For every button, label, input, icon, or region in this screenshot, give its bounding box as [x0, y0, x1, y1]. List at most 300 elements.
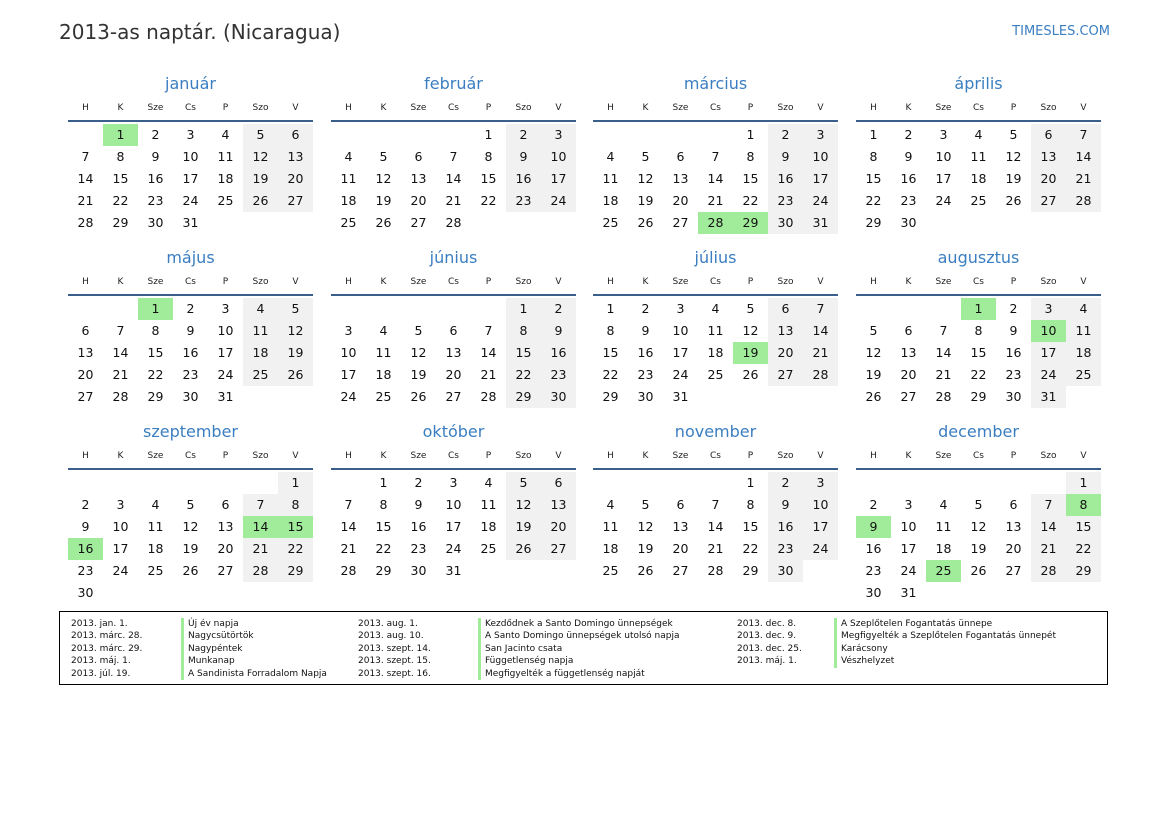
- day-cell: 29: [602, 389, 619, 404]
- day-cell: 28: [77, 215, 94, 230]
- day-cell: 15: [506, 342, 541, 364]
- day-grid: [331, 470, 576, 582]
- day-cell: 18: [707, 345, 724, 360]
- day-cell: 25: [243, 364, 278, 386]
- day-cell: 30: [410, 563, 427, 578]
- day-cell: 6: [904, 323, 913, 338]
- day-cell: 1: [103, 124, 138, 146]
- day-cell: 8: [484, 149, 493, 164]
- day-cell: 17: [1031, 342, 1066, 364]
- day-cell: 26: [865, 389, 882, 404]
- day-cell: 10: [672, 323, 689, 338]
- day-cell: 17: [803, 516, 838, 538]
- day-cell: 23: [506, 190, 541, 212]
- day-cell: 28: [698, 212, 733, 234]
- day-cell: 24: [935, 193, 952, 208]
- day-cell: 28: [1031, 560, 1066, 582]
- day-cell: 17: [541, 168, 576, 190]
- holiday-name: Munkanap: [181, 655, 235, 667]
- day-cell: 21: [935, 367, 952, 382]
- day-cell: 13: [77, 345, 94, 360]
- day-cell: 22: [742, 541, 759, 556]
- day-cell: 20: [1031, 168, 1066, 190]
- day-cell: 22: [112, 193, 129, 208]
- day-cell: 31: [1031, 386, 1066, 408]
- day-cell: 18: [480, 519, 497, 534]
- day-cell: 5: [641, 497, 650, 512]
- day-cell: 5: [278, 298, 313, 320]
- weekday-label: H: [345, 103, 352, 113]
- day-cell: 14: [1066, 146, 1101, 168]
- day-grid: [331, 296, 576, 408]
- day-cell: 19: [1005, 171, 1022, 186]
- day-grid: [593, 122, 838, 234]
- day-cell: 4: [151, 497, 160, 512]
- day-cell: 24: [112, 563, 129, 578]
- day-cell: 21: [243, 538, 278, 560]
- day-cell: 18: [340, 193, 357, 208]
- day-cell: 4: [344, 149, 353, 164]
- day-cell: 3: [221, 301, 230, 316]
- weekday-header: [856, 270, 1101, 296]
- day-cell: 3: [116, 497, 125, 512]
- day-cell: 19: [506, 516, 541, 538]
- day-grid: [856, 470, 1101, 604]
- weekday-label: Szo: [252, 451, 269, 461]
- day-cell: 10: [541, 146, 576, 168]
- day-cell: 6: [1031, 124, 1066, 146]
- day-cell: 30: [147, 215, 164, 230]
- weekday-header: [856, 96, 1101, 122]
- empty-cell: [926, 298, 961, 320]
- day-cell: 5: [974, 497, 983, 512]
- day-cell: 19: [243, 168, 278, 190]
- month-name: május: [166, 248, 215, 267]
- day-cell: 26: [243, 190, 278, 212]
- empty-cell: [208, 472, 243, 494]
- holiday-date: 2013. máj. 1.: [71, 656, 131, 667]
- day-cell: 13: [768, 320, 803, 342]
- day-cell: 18: [970, 171, 987, 186]
- day-cell: 9: [768, 146, 803, 168]
- day-cell: 22: [375, 541, 392, 556]
- weekday-label: Sze: [410, 451, 427, 461]
- month-11: [593, 420, 838, 582]
- day-cell: 3: [449, 475, 458, 490]
- weekday-label: Szo: [1040, 277, 1057, 287]
- weekday-label: P: [747, 277, 754, 287]
- day-cell: 3: [676, 301, 685, 316]
- holiday-name: Függetlenség napja: [478, 655, 573, 667]
- holiday-name: Vészhelyzet: [834, 655, 894, 667]
- weekday-label: H: [82, 451, 89, 461]
- holiday-name: Megfigyelték a Szeplőtelen Fogantatás ünnepét: [834, 630, 1056, 642]
- day-cell: 22: [506, 364, 541, 386]
- day-cell: 20: [217, 541, 234, 556]
- weekday-label: Szo: [777, 451, 794, 461]
- day-cell: 27: [768, 364, 803, 386]
- weekday-label: Cs: [185, 277, 196, 287]
- legend-row: [737, 618, 1056, 630]
- day-cell: 20: [672, 193, 689, 208]
- day-cell: 30: [541, 386, 576, 408]
- legend-row: [737, 655, 1056, 667]
- day-cell: 2: [151, 127, 160, 142]
- day-cell: 3: [186, 127, 195, 142]
- day-cell: 13: [410, 171, 427, 186]
- weekday-label: Sze: [147, 103, 164, 113]
- day-cell: 15: [970, 345, 987, 360]
- day-cell: 30: [1005, 389, 1022, 404]
- weekday-header: [68, 96, 313, 122]
- day-cell: 12: [410, 345, 427, 360]
- empty-cell: [366, 298, 401, 320]
- weekday-label: H: [607, 277, 614, 287]
- holiday-name: Nagycsütörtök: [181, 630, 254, 642]
- legend-row: [358, 655, 680, 667]
- day-cell: 16: [768, 168, 803, 190]
- day-cell: 14: [707, 519, 724, 534]
- month-10: [331, 420, 576, 582]
- day-cell: 2: [869, 497, 878, 512]
- day-cell: 23: [900, 193, 917, 208]
- month-name: január: [165, 74, 216, 93]
- day-cell: 27: [278, 190, 313, 212]
- day-cell: 23: [768, 190, 803, 212]
- day-cell: 17: [217, 345, 234, 360]
- month-name: augusztus: [937, 248, 1020, 267]
- day-cell: 3: [344, 323, 353, 338]
- day-cell: 11: [340, 171, 357, 186]
- day-cell: 16: [147, 171, 164, 186]
- day-cell: 30: [768, 212, 803, 234]
- day-cell: 11: [480, 497, 497, 512]
- day-cell: 9: [81, 519, 90, 534]
- day-cell: 9: [186, 323, 195, 338]
- day-cell: 23: [541, 364, 576, 386]
- day-cell: 28: [445, 215, 462, 230]
- day-cell: 6: [768, 298, 803, 320]
- day-cell: 26: [637, 215, 654, 230]
- day-cell: 1: [484, 127, 493, 142]
- weekday-label: Cs: [448, 103, 459, 113]
- day-cell: 27: [217, 563, 234, 578]
- day-cell: 2: [768, 472, 803, 494]
- weekday-header: [856, 444, 1101, 470]
- weekday-label: P: [485, 103, 492, 113]
- day-cell: 8: [506, 320, 541, 342]
- day-cell: 15: [1066, 516, 1101, 538]
- day-cell: 27: [672, 563, 689, 578]
- empty-cell: [138, 472, 173, 494]
- day-cell: 17: [672, 345, 689, 360]
- day-cell: 10: [803, 494, 838, 516]
- day-cell: 11: [935, 519, 952, 534]
- day-cell: 1: [278, 472, 313, 494]
- weekday-label: V: [1080, 451, 1087, 461]
- empty-cell: [628, 472, 663, 494]
- day-cell: 30: [77, 585, 94, 600]
- day-cell: 7: [1066, 124, 1101, 146]
- weekday-label: P: [485, 451, 492, 461]
- day-cell: 6: [81, 323, 90, 338]
- day-cell: 26: [506, 538, 541, 560]
- holiday-date: 2013. dec. 25.: [737, 643, 802, 654]
- day-cell: 21: [1066, 168, 1101, 190]
- day-cell: 31: [445, 563, 462, 578]
- weekday-label: Sze: [672, 277, 689, 287]
- day-cell: 24: [803, 190, 838, 212]
- month-4: [856, 72, 1101, 234]
- day-cell: 6: [449, 323, 458, 338]
- weekday-label: Szo: [515, 451, 532, 461]
- day-cell: 25: [217, 193, 234, 208]
- day-cell: 4: [711, 301, 720, 316]
- holiday-legend: [59, 611, 1108, 685]
- day-cell: 8: [116, 149, 125, 164]
- day-cell: 4: [974, 127, 983, 142]
- day-cell: 3: [1031, 298, 1066, 320]
- day-cell: 14: [112, 345, 129, 360]
- day-cell: 7: [484, 323, 493, 338]
- day-grid: [331, 122, 576, 234]
- month-8: [856, 246, 1101, 408]
- day-cell: 20: [541, 516, 576, 538]
- holiday-date: 2013. aug. 1.: [358, 619, 418, 629]
- holiday-date: 2013. dec. 9.: [737, 631, 797, 642]
- day-cell: 29: [147, 389, 164, 404]
- weekday-label: V: [1080, 277, 1087, 287]
- weekday-label: V: [292, 451, 299, 461]
- month-name: március: [683, 74, 748, 93]
- weekday-header: [593, 444, 838, 470]
- day-cell: 10: [112, 519, 129, 534]
- day-cell: 27: [410, 215, 427, 230]
- day-cell: 12: [506, 494, 541, 516]
- weekday-label: Sze: [935, 103, 952, 113]
- day-cell: 25: [926, 560, 961, 582]
- empty-cell: [68, 298, 103, 320]
- weekday-label: K: [117, 277, 124, 287]
- month-5: [68, 246, 313, 408]
- day-cell: 9: [506, 146, 541, 168]
- day-cell: 5: [506, 472, 541, 494]
- day-cell: 27: [1005, 563, 1022, 578]
- weekday-header: [68, 270, 313, 296]
- holiday-date: 2013. márc. 29.: [71, 643, 143, 654]
- day-cell: 13: [672, 171, 689, 186]
- day-cell: 5: [379, 149, 388, 164]
- legend-row: [737, 643, 1056, 655]
- day-cell: 17: [900, 541, 917, 556]
- empty-cell: [331, 298, 366, 320]
- day-cell: 13: [672, 519, 689, 534]
- day-cell: 31: [217, 389, 234, 404]
- weekday-label: Sze: [410, 103, 427, 113]
- weekday-label: H: [870, 103, 877, 113]
- day-cell: 11: [217, 149, 234, 164]
- day-cell: 29: [742, 563, 759, 578]
- month-name: szeptember: [142, 422, 238, 441]
- weekday-label: H: [870, 277, 877, 287]
- legend-row: [358, 630, 680, 642]
- day-cell: 6: [278, 124, 313, 146]
- day-cell: 26: [637, 563, 654, 578]
- holiday-date: 2013. aug. 10.: [358, 631, 424, 642]
- day-cell: 1: [606, 301, 615, 316]
- day-cell: 12: [243, 146, 278, 168]
- weekday-label: H: [607, 103, 614, 113]
- month-name: július: [694, 248, 737, 267]
- empty-cell: [856, 298, 891, 320]
- day-cell: 4: [221, 127, 230, 142]
- weekday-label: K: [905, 451, 912, 461]
- day-cell: 28: [243, 560, 278, 582]
- empty-cell: [436, 298, 471, 320]
- day-cell: 8: [746, 149, 755, 164]
- holiday-name: A Szeplőtelen Fogantatás ünnepe: [834, 618, 992, 630]
- holiday-name: Kezdődnek a Santo Domingo ünnepségek: [478, 618, 673, 630]
- day-cell: 17: [803, 168, 838, 190]
- weekday-header: [331, 96, 576, 122]
- day-cell: 16: [637, 345, 654, 360]
- month-name: november: [674, 422, 757, 441]
- weekday-label: V: [555, 103, 562, 113]
- day-cell: 10: [445, 497, 462, 512]
- weekday-label: K: [380, 451, 387, 461]
- weekday-label: P: [222, 277, 229, 287]
- day-cell: 7: [81, 149, 90, 164]
- month-12: [856, 420, 1101, 604]
- day-cell: 23: [637, 367, 654, 382]
- day-cell: 8: [746, 497, 755, 512]
- day-cell: 10: [217, 323, 234, 338]
- day-cell: 15: [278, 516, 313, 538]
- day-cell: 30: [768, 560, 803, 582]
- holiday-date: 2013. szept. 15.: [358, 656, 431, 667]
- day-cell: 24: [672, 367, 689, 382]
- day-cell: 10: [340, 345, 357, 360]
- day-cell: 30: [865, 585, 882, 600]
- weekday-label: K: [380, 103, 387, 113]
- empty-cell: [593, 124, 628, 146]
- day-cell: 25: [707, 367, 724, 382]
- day-cell: 15: [865, 171, 882, 186]
- day-cell: 24: [900, 563, 917, 578]
- day-cell: 17: [340, 367, 357, 382]
- weekday-label: H: [345, 451, 352, 461]
- empty-cell: [698, 124, 733, 146]
- day-cell: 29: [970, 389, 987, 404]
- day-cell: 4: [606, 497, 615, 512]
- day-cell: 8: [1066, 494, 1101, 516]
- day-cell: 24: [803, 538, 838, 560]
- weekday-label: Szo: [515, 277, 532, 287]
- day-cell: 9: [151, 149, 160, 164]
- day-cell: 8: [379, 497, 388, 512]
- day-cell: 16: [68, 538, 103, 560]
- weekday-label: Szo: [1040, 451, 1057, 461]
- month-9: [68, 420, 313, 604]
- day-cell: 2: [506, 124, 541, 146]
- day-cell: 18: [375, 367, 392, 382]
- legend-column: [358, 618, 680, 680]
- day-cell: 24: [182, 193, 199, 208]
- weekday-label: Szo: [252, 103, 269, 113]
- holiday-name: Nagypéntek: [181, 643, 243, 655]
- weekday-label: H: [870, 451, 877, 461]
- day-cell: 4: [484, 475, 493, 490]
- month-name: február: [424, 74, 483, 93]
- day-cell: 4: [939, 497, 948, 512]
- day-cell: 2: [186, 301, 195, 316]
- empty-cell: [331, 124, 366, 146]
- weekday-header: [331, 270, 576, 296]
- day-cell: 11: [147, 519, 164, 534]
- day-cell: 11: [375, 345, 392, 360]
- day-cell: 27: [445, 389, 462, 404]
- weekday-label: P: [747, 451, 754, 461]
- day-cell: 25: [1066, 364, 1101, 386]
- day-cell: 16: [541, 342, 576, 364]
- day-cell: 1: [379, 475, 388, 490]
- day-cell: 11: [243, 320, 278, 342]
- day-cell: 12: [182, 519, 199, 534]
- day-cell: 24: [1031, 364, 1066, 386]
- day-cell: 19: [637, 541, 654, 556]
- day-cell: 29: [865, 215, 882, 230]
- day-cell: 8: [974, 323, 983, 338]
- day-cell: 20: [672, 541, 689, 556]
- weekday-label: K: [380, 277, 387, 287]
- weekday-label: V: [817, 277, 824, 287]
- weekday-label: K: [642, 277, 649, 287]
- day-cell: 7: [449, 149, 458, 164]
- day-cell: 14: [445, 171, 462, 186]
- legend-row: [71, 618, 327, 630]
- day-cell: 25: [602, 215, 619, 230]
- day-cell: 25: [602, 563, 619, 578]
- day-cell: 17: [445, 519, 462, 534]
- weekday-label: Cs: [710, 451, 721, 461]
- day-grid: [68, 122, 313, 234]
- weekday-label: Cs: [185, 451, 196, 461]
- holiday-date: 2013. márc. 28.: [71, 631, 143, 642]
- day-cell: 3: [939, 127, 948, 142]
- day-cell: 19: [733, 342, 768, 364]
- day-cell: 13: [278, 146, 313, 168]
- holiday-name: Megfigyelték a függetlenség napját: [478, 668, 645, 680]
- day-cell: 21: [445, 193, 462, 208]
- month-name: június: [429, 248, 478, 267]
- day-cell: 14: [707, 171, 724, 186]
- day-cell: 7: [939, 323, 948, 338]
- weekday-label: Szo: [515, 103, 532, 113]
- weekday-label: V: [1080, 103, 1087, 113]
- day-cell: 30: [637, 389, 654, 404]
- empty-cell: [331, 472, 366, 494]
- day-cell: 28: [340, 563, 357, 578]
- weekday-label: P: [747, 103, 754, 113]
- empty-cell: [401, 124, 436, 146]
- day-cell: 22: [970, 367, 987, 382]
- day-cell: 6: [414, 149, 423, 164]
- site-link[interactable]: TIMESLES.COM: [1012, 24, 1110, 39]
- day-cell: 21: [803, 342, 838, 364]
- day-cell: 11: [970, 149, 987, 164]
- day-cell: 25: [375, 389, 392, 404]
- day-cell: 30: [900, 215, 917, 230]
